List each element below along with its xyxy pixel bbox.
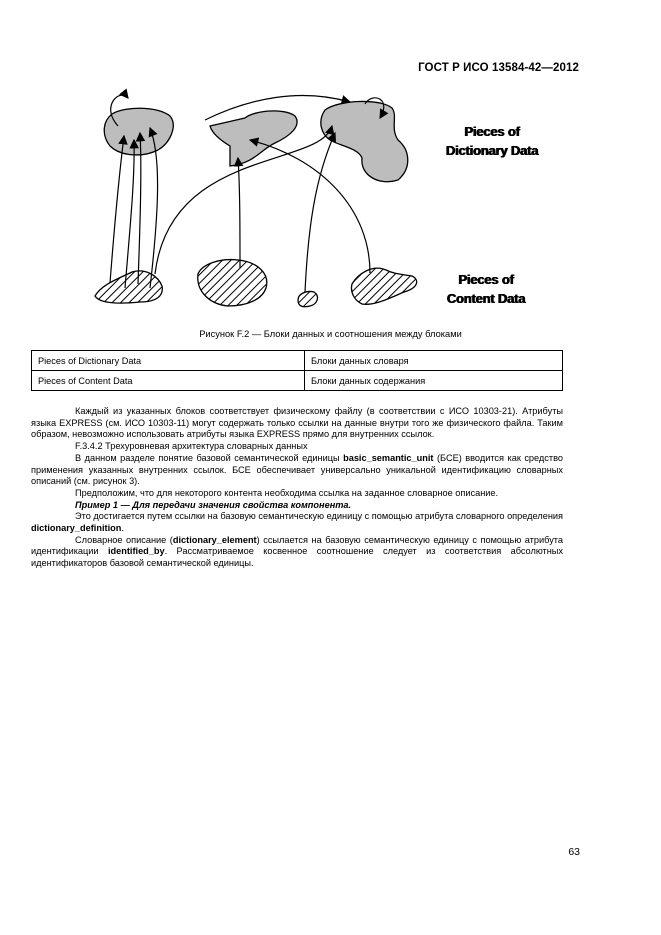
example-line: Пример 1 — Для передачи значения свойства компонента. — [75, 499, 352, 510]
table-cell: Блоки данных содержания — [305, 371, 563, 391]
paragraph — [31, 535, 563, 570]
table-cell: Блоки данных словаря — [305, 351, 563, 371]
term: dictionary_definition — [31, 523, 122, 534]
text-run: . Рассматриваемое косвенное соотношение следует из соответствия абсолютных идентификаторов базовой семантической единицы. — [31, 546, 563, 569]
text-run: . — [121, 523, 124, 534]
text-run: В данном разделе понятие базовой семантической единицы — [75, 452, 344, 463]
table-row — [32, 371, 563, 391]
label-content-line-1: Pieces of — [458, 272, 514, 287]
section-heading: F.3.4.2 Трехуровневая архитектура словарных данных — [75, 441, 308, 452]
text-run: Словарное описание ( — [75, 534, 173, 545]
data-blocks-figure — [80, 88, 560, 318]
content-block-2 — [198, 260, 267, 306]
dictionary-block-3 — [321, 101, 408, 181]
text-run: ) ссылается на базовую семантическую единицу с помощью атрибута идентификации — [31, 534, 563, 557]
dictionary-block-1 — [104, 108, 173, 155]
term: identified_by — [107, 546, 165, 557]
table-row — [32, 351, 563, 371]
document-header: ГОСТ Р ИСО 13584-42—2012 — [418, 62, 579, 74]
paragraph: Предположим, что для некоторого контента необходима ссылка на заданное словарное описание. — [75, 487, 499, 498]
text-run: Это достигается путем ссылки на базовую семантическую единицу с помощью атрибута словарного определения — [75, 511, 563, 522]
label-dictionary-data — [436, 122, 548, 160]
legend-table — [31, 350, 563, 391]
paragraph — [31, 511, 563, 534]
table-cell: Pieces of Dictionary Data — [32, 351, 305, 371]
label-dictionary-line-1: Pieces of — [464, 124, 520, 139]
paragraph — [31, 453, 563, 488]
term: basic_semantic_unit — [343, 452, 434, 463]
label-dictionary-line-2: Dictionary Data — [445, 143, 539, 158]
content-block-4 — [351, 268, 416, 304]
term: dictionary_element — [172, 534, 257, 545]
label-content-line-2: Content Data — [446, 291, 526, 306]
paragraph: Каждый из указанных блоков соответствует физическому файлу (в соответствии с ИСО 10303-21). Атрибуты языка EXPRESS (см. ИСО 10303-11) могут содержать только ссылки на данные внутри того же физического файла. Таким образом, невозможно использовать атрибуты языка EXPRESS прямо для внутренних ссылок. — [31, 406, 563, 440]
content-block-3 — [298, 291, 317, 306]
page-number: 63 — [568, 846, 580, 858]
figure-caption: Рисунок F.2 — Блоки данных и соотношения между блоками — [199, 329, 462, 339]
dictionary-block-2 — [210, 111, 297, 166]
body-text — [31, 406, 563, 570]
table-cell: Pieces of Content Data — [32, 371, 305, 391]
label-content-data — [436, 270, 536, 308]
text-run: (БСЕ) вводится как средство применения указанных внутренних ссылок. БСЕ обеспечивает универсально уникальной идентификацию словарных описаний (см. рисунок 3). — [31, 452, 563, 487]
content-block-1 — [95, 271, 162, 303]
